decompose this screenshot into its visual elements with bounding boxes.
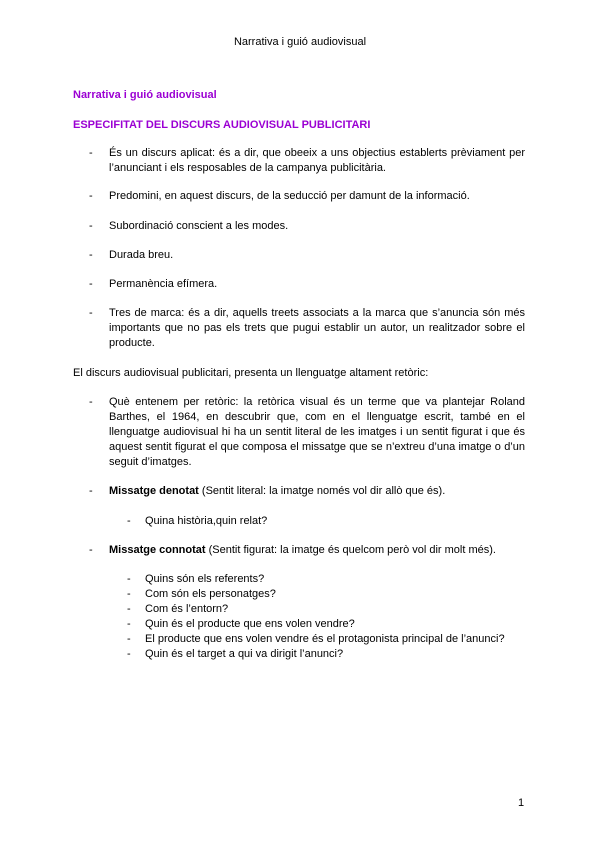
- dash-bullet: -: [127, 648, 131, 660]
- sub-list-item-text: Quina història,quin relat?: [145, 515, 268, 527]
- list-item-text: Subordinació conscient a les modes.: [109, 220, 289, 232]
- list-item: [73, 543, 525, 558]
- sub-list-item-text: Quins són els referents?: [145, 573, 265, 585]
- list-item: [73, 395, 525, 470]
- dash-bullet: -: [89, 147, 93, 159]
- list-item: [73, 306, 525, 351]
- dash-bullet: -: [89, 396, 93, 408]
- connotat-item: [73, 543, 525, 558]
- sub-list-item: [73, 572, 525, 587]
- list-item: [73, 146, 525, 176]
- dash-bullet: -: [89, 307, 93, 319]
- sub-list-item-text: El producte que ens volen vendre és el protagonista principal de l’anunci?: [145, 633, 505, 645]
- list-item-text: És un discurs aplicat: és a dir, que obeeix a uns objectius establerts prèviament per l’anunciant i els resposables de la campanya publicitària.: [109, 147, 525, 174]
- dash-bullet: -: [89, 278, 93, 290]
- dash-bullet: -: [127, 618, 131, 630]
- connotat-term: Missatge connotat: [109, 544, 206, 556]
- dash-bullet: -: [89, 249, 93, 261]
- list-item-text: Què entenem per retòric: la retòrica visual és un terme que va plantejar Roland Barthes, el 1964, en descubrir que, com en el llenguatge escrit, també en el llenguatge audiovisual hi ha un sentit literal de les imatges i un sentit figurat i que és aquest sentit figurat el que composa el missatge que se n’extreu d’una imatge o d’un seguit d’imatges.: [109, 396, 525, 468]
- sub-list-item-text: Quin és el producte que ens volen vendre?: [145, 618, 355, 630]
- denotat-description: (Sentit literal: la imatge només vol dir allò que és).: [198, 485, 446, 497]
- sub-list-item-text: Quin és el target a qui va dirigit l’anunci?: [145, 648, 344, 660]
- dash-bullet: -: [89, 485, 93, 497]
- dash-bullet: -: [89, 220, 93, 232]
- sub-list-item: [73, 632, 525, 647]
- connotat-description: (Sentit figurat: la imatge és quelcom però vol dir molt més).: [205, 544, 496, 556]
- dash-bullet: -: [127, 573, 131, 585]
- sub-list-item-text: Com són els personatges?: [145, 588, 276, 600]
- sub-list-item-text: Com és l’entorn?: [145, 603, 229, 615]
- retoric-list: [73, 395, 525, 470]
- characteristics-list: [73, 189, 525, 204]
- characteristics-list: [73, 306, 525, 351]
- denotat-sublist: [73, 514, 525, 529]
- dash-bullet: -: [127, 515, 131, 527]
- list-item-text: Predomini, en aquest discurs, de la seducció per damunt de la informació.: [109, 190, 470, 202]
- connotat-sublist: [73, 572, 525, 662]
- dash-bullet: -: [89, 190, 93, 202]
- list-item: [73, 219, 525, 234]
- characteristics-list: [73, 248, 525, 263]
- intro-paragraph: El discurs audiovisual publicitari, presenta un llenguatge altament retòric:: [73, 367, 429, 379]
- characteristics-list: [73, 277, 525, 292]
- dash-bullet: -: [127, 633, 131, 645]
- page-header: Narrativa i guió audiovisual: [233, 36, 367, 48]
- dash-bullet: -: [127, 603, 131, 615]
- dash-bullet: -: [89, 544, 93, 556]
- list-item: [73, 277, 525, 292]
- dash-bullet: -: [127, 588, 131, 600]
- list-item: [73, 484, 525, 499]
- characteristics-list: [73, 146, 525, 176]
- list-item-text: Durada breu.: [109, 249, 174, 261]
- denotat-item: [73, 484, 525, 499]
- list-item: [73, 248, 525, 263]
- sub-list-item: [73, 514, 525, 529]
- list-item: [73, 189, 525, 204]
- sub-list-item: [73, 602, 525, 617]
- list-item-text: Permanència efímera.: [109, 278, 218, 290]
- sub-list-item: [73, 587, 525, 602]
- sub-list-item: [73, 617, 525, 632]
- section-title: ESPECIFITAT DEL DISCURS AUDIOVISUAL PUBLICITARI: [73, 119, 371, 131]
- list-item-text: Tres de marca: és a dir, aquells treets associats a la marca que s’anuncia són més importants que no pas els trets que pugui establir un autor, un realitzador sobre el producte.: [109, 307, 525, 349]
- sub-list-item: [73, 647, 525, 662]
- denotat-term: Missatge denotat: [109, 485, 199, 497]
- characteristics-list: [73, 219, 525, 234]
- document-title: Narrativa i guió audiovisual: [73, 89, 217, 101]
- page-number: 1: [518, 797, 525, 809]
